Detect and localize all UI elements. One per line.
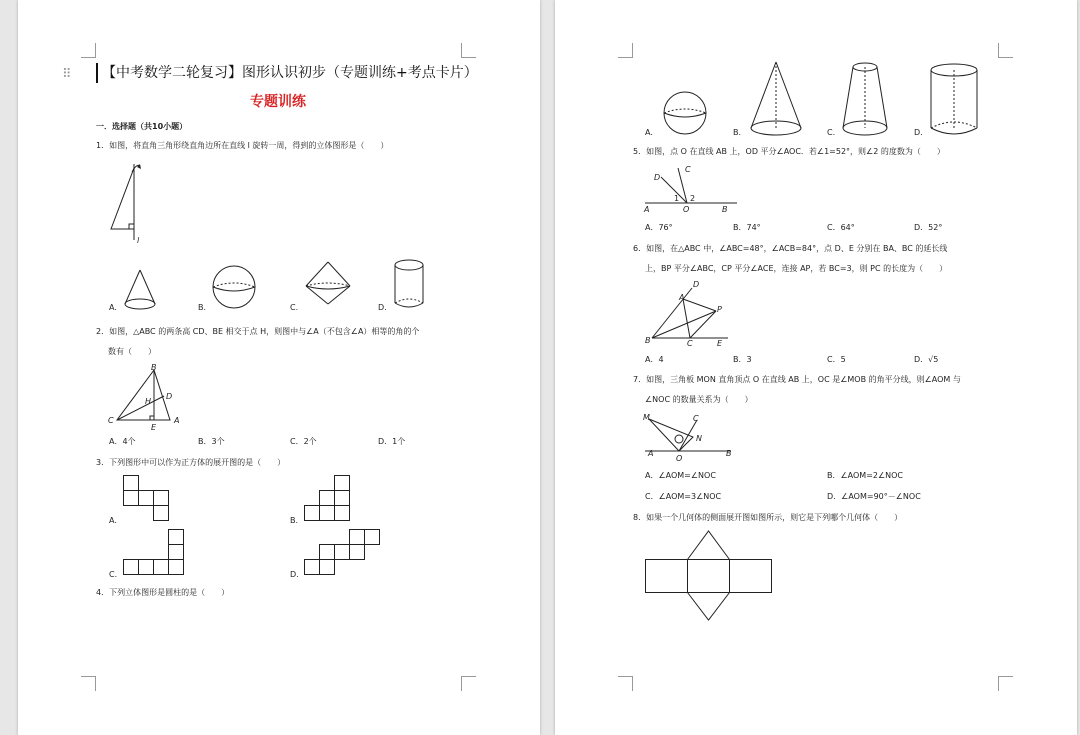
q7-option-b: B．∠AOM=2∠NOC [827,471,904,480]
q1-option-a-label: A. [109,303,117,312]
q2-point-d: D [166,392,173,401]
q1-stem: 1．如图，将直角三角形绕直角边所在直线 l 旋转一周，得到的立体图形是（ ） [96,141,389,150]
q4-option-c-label: C. [827,128,836,137]
sphere-icon [660,90,710,136]
section-heading: 一．选择题（共10小题） [96,122,188,131]
frustum-icon [840,60,890,138]
q6-point-e: E [717,339,723,348]
q2-option-d: D．1个 [378,437,406,446]
q7-point-m: M [643,413,650,422]
q2-option-c: C．2个 [290,437,317,446]
crop-mark-bottom-left [81,676,96,691]
q6-point-c: C [687,339,693,348]
q5-option-c: C．64° [827,223,855,232]
q6-stem: 6．如图，在△ABC 中，∠ABC=48°，∠ACB=84°，点 D、E 分别在 BA、BC 的延长线 [633,244,948,253]
crop-mark-bottom-right [461,676,476,691]
q7-point-n: N [696,434,702,443]
q5-stem: 5．如图，点 O 在直线 AB 上，OD 平分∠AOC．若∠1=52°，则∠2 的度数为（ ） [633,147,945,156]
q2-point-a: A [174,416,180,425]
q7-point-a: A [648,449,654,458]
q2-option-a: A．4个 [109,437,136,446]
q7-point-o: O [676,454,683,463]
cube-net-d-figure [304,529,384,577]
document-page-2 [555,0,1077,735]
q6-point-d: D [693,280,700,289]
cone-icon [748,60,804,138]
crop-mark-bottom-right [998,676,1013,691]
q1-option-d-label: D. [378,303,387,312]
q7-set-square-figure [645,413,735,455]
q1-triangle-figure [106,160,146,250]
q7-stem: 7．如图，三角板 MON 直角顶点 O 在直线 AB 上，OC 是∠MOB 的角平分线，则∠AOM 与 [633,375,961,384]
q3-option-d-label: D. [290,570,299,579]
q7-option-d: D．∠AOM=90°－∠NOC [827,492,921,501]
q5-option-d: D．52° [914,223,943,232]
document-page-1 [18,0,540,735]
q5-point-b: B [722,205,728,214]
q1-option-b-label: B. [198,303,207,312]
cube-net-c-figure [123,529,187,577]
q6-stem-line2: 上，BP 平分∠ABC，CP 平分∠ACE，连接 AP，若 BC=3，则 PC 的长度为（ ） [645,264,948,273]
q3-stem: 3．下列图形中可以作为正方体的展开图的是（ ） [96,458,286,467]
crop-mark-top-left [81,43,96,58]
q6-point-a: A [679,293,685,302]
q1-option-c-label: C. [290,303,299,312]
sphere-icon [211,264,257,310]
q5-angle-2: 2 [690,194,696,203]
cube-net-b-figure [304,475,354,523]
q2-point-b: B [151,363,157,372]
q6-point-b: B [645,336,651,345]
q6-option-d: D．√5 [914,355,939,364]
q6-option-a: A．4 [645,355,664,364]
q7-option-a: A．∠AOM=∠NOC [645,471,716,480]
cylinder-icon [393,259,425,311]
q2-point-c: C [108,416,114,425]
q3-option-b-label: B. [290,516,299,525]
q2-stem: 2．如图，△ABC 的两条高 CD、BE 相交于点 H，则图中与∠A（不包含∠A）相等的角的个 [96,327,420,336]
q8-stem: 8．如果一个几何体的侧面展开图如图所示，则它是下列哪个几何体（ ） [633,513,903,522]
q7-stem-line2: ∠NOC 的数量关系为（ ） [645,395,753,404]
q7-option-c: C．∠AOM=3∠NOC [645,492,722,501]
q5-option-a: A．76° [645,223,673,232]
q1-label-l: l [137,236,140,245]
q7-point-c: C [693,414,699,423]
document-subtitle: 专题训练 [250,94,306,110]
crop-mark-top-left [618,43,633,58]
q5-point-o: O [683,205,690,214]
q4-option-d-label: D. [914,128,923,137]
q4-option-b-label: B. [733,128,742,137]
q7-point-b: B [726,449,732,458]
q4-stem: 4．下列立体图形是圆柱的是（ ） [96,588,230,597]
crop-mark-bottom-left [618,676,633,691]
q3-option-c-label: C. [109,570,118,579]
crop-mark-top-right [998,43,1013,58]
q3-option-a-label: A. [109,516,117,525]
q5-point-a: A [644,205,650,214]
cube-net-a-figure [123,475,173,523]
q6-option-b: B．3 [733,355,752,364]
q2-triangle-figure [114,368,174,422]
q5-option-b: B．74° [733,223,761,232]
double-cone-icon [304,260,352,306]
cylinder-icon [929,62,979,138]
q2-option-b: B．3个 [198,437,225,446]
q6-option-c: C．5 [827,355,846,364]
q8-net-figure [645,530,775,622]
crop-mark-top-right [461,43,476,58]
q4-option-a-label: A. [645,128,653,137]
q5-point-c: C [685,165,691,174]
q2-stem-line2: 数有（ ） [108,347,156,356]
q2-point-h: H [145,397,152,406]
q5-point-d: D [654,173,661,182]
drag-handle-icon[interactable]: ⠿ [62,67,72,82]
cone-icon [123,268,157,312]
q5-angle-1: 1 [674,194,680,203]
q2-point-e: E [151,423,157,432]
q6-point-p: P [717,305,722,314]
document-title: 【中考数学二轮复习】图形认识初步（专题训练+考点卡片） [96,63,478,83]
